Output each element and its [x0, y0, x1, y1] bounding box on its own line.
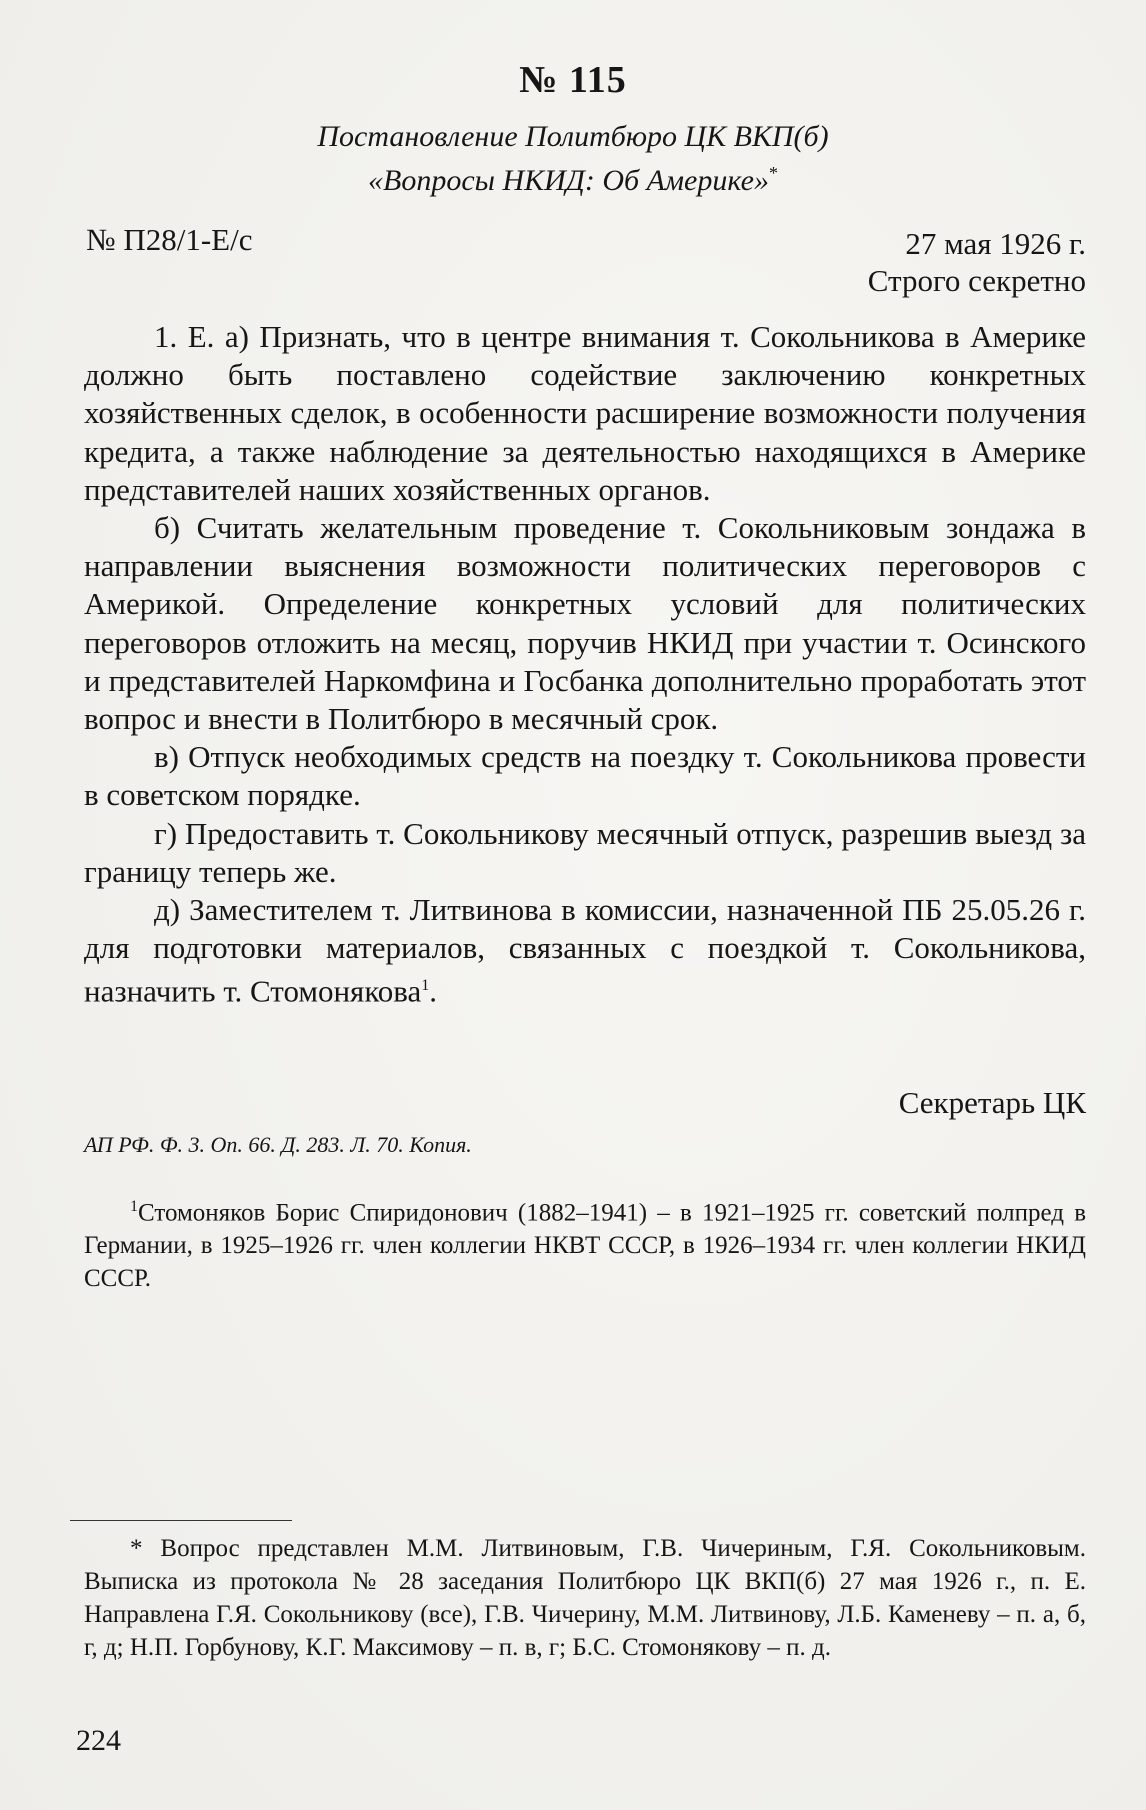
- archive-reference: АП РФ. Ф. 3. Оп. 66. Д. 283. Л. 70. Копия.: [84, 1132, 472, 1157]
- signature: Секретарь ЦК: [898, 1085, 1086, 1120]
- editorial-note-text: Вопрос представлен М.М. Литвиновым, Г.В. Чичериным, Г.Я. Сокольниковым. Выписка из протокола № 28 заседания Политбюро ЦК ВКП(б) 27 мая 1926 г., п. Е. Направлена Г.Я. Сокольникову (все), Г.В. Чичерину, М.М. Литвинову, Л.Б. Каменеву – п. а, б, г, д; Н.П. Горбунову, К.Г. Максимову – п. в, г; Б.С. Стомонякову – п. д.: [84, 1535, 1086, 1661]
- title-footnote-mark: *: [768, 163, 778, 183]
- editorial-note-mark: *: [130, 1535, 143, 1562]
- paragraph-g: г) Предоставить т. Сокольникову месячный отпуск, разрешив выезд за границу теперь же.: [84, 815, 1086, 889]
- paragraph-d: [84, 891, 1086, 1011]
- secrecy-stamp: Строго секретно: [867, 263, 1086, 298]
- footnote-1-mark: 1: [130, 1198, 138, 1215]
- paragraph-b: б) Считать желательным проведение т. Сокольниковым зондажа в направлении выяснения возможности политических переговоров с Америкой. Определение конкретных условий для политических переговоров отложить на месяц, поручив НКИД при участии т. Осинского и представителей Наркомфина и Госбанка дополнительно проработать этот вопрос и внести в Политбюро в месячный срок.: [84, 510, 1086, 737]
- paragraph-d-end: .: [429, 973, 438, 1009]
- footnote-ref-1: 1: [421, 977, 430, 995]
- document-title: [150, 118, 996, 199]
- footnote-1-text: Стомоняков Борис Спиридонович (1882–1941) – в 1921–1925 гг. советский полпред в Германии, в 1925–1926 гг. член коллегии НКВТ СССР, в 1926–1934 гг. член коллегии НКИД СССР.: [84, 1199, 1086, 1293]
- title-line-1: Постановление Политбюро ЦК ВКП(б): [317, 120, 829, 153]
- document-date: 27 мая 1926 г.: [905, 226, 1086, 261]
- editorial-note: [84, 1532, 1086, 1664]
- footnote-1: [84, 1190, 1086, 1295]
- footnote-divider: [70, 1520, 292, 1521]
- document-number: № 115: [519, 59, 627, 101]
- page-number: 224: [76, 1724, 121, 1757]
- title-line-2: [150, 155, 996, 199]
- paragraph-v: в) Отпуск необходимых средств на поездку т. Сокольникова провести в советском порядке.: [84, 739, 1086, 813]
- paragraph-d-text: д) Заместителем т. Литвинова в комиссии, назначенной ПБ 25.05.26 г. для подготовки материалов, связанных с поездкой т. Сокольникова, назначить т. Стомонякова: [84, 892, 1086, 1009]
- resolution-body: [84, 318, 1086, 1011]
- registration-number: № П28/1-Е/с: [86, 222, 253, 257]
- title-line-2-text: «Вопросы НКИД: Об Америке»: [368, 164, 769, 197]
- paragraph-a: 1. Е. а) Признать, что в центре внимания т. Сокольникова в Америке должно быть поставлено содействие заключению конкретных хозяйственных сделок, в особенности расширение возможности получения кредита, а также наблюдение за деятельностью находящихся в Америке представителей наших хозяйственных органов.: [84, 319, 1086, 507]
